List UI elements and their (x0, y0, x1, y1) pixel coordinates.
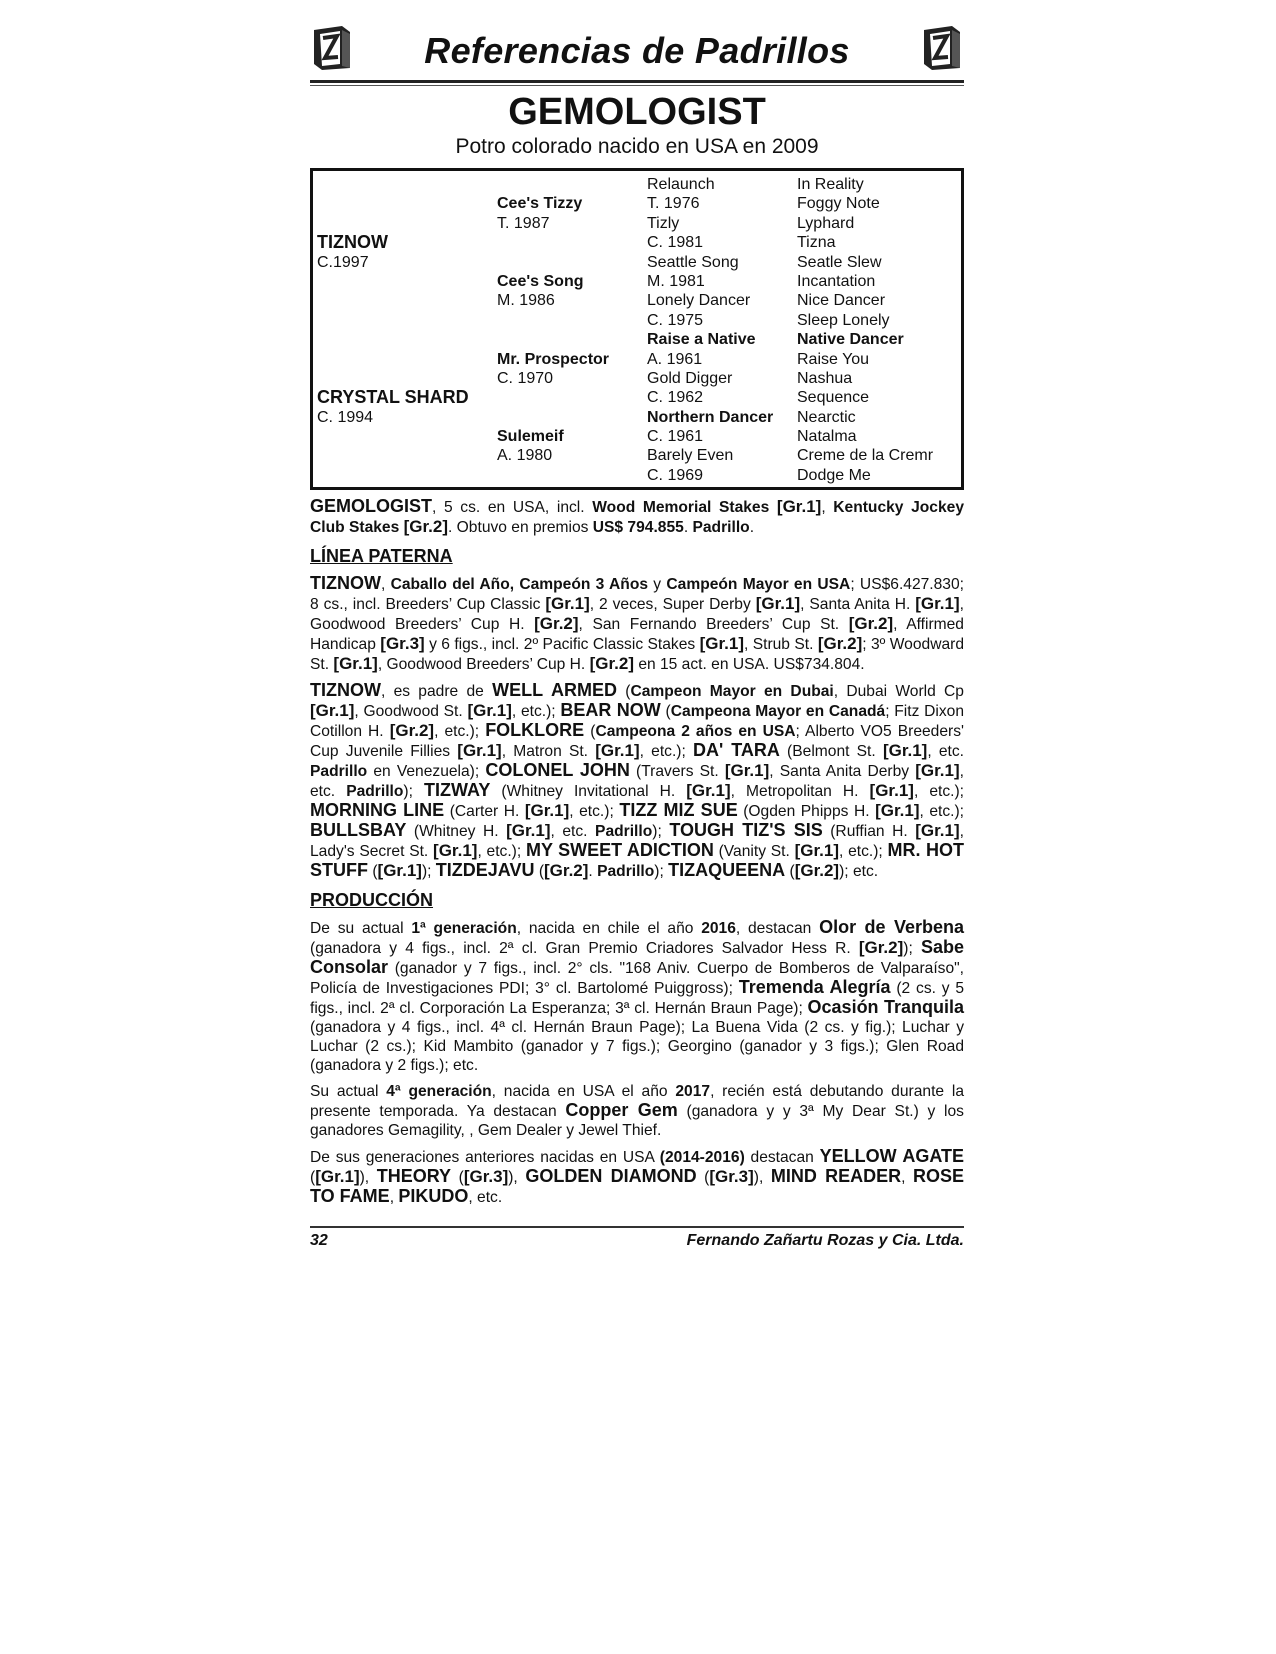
produccion-paragraph-3: De sus generaciones anteriores nacidas en USA (2014-2016) destacan YELLOW AGATE ([Gr.1]), THEORY ([Gr.3]), GOLDEN DIAMOND ([Gr.3]), MIND READER, ROSE TO FAME, PIKUDO, etc. (310, 1146, 965, 1207)
pedigree-cell: Sleep Lonely (797, 311, 890, 329)
publisher-logo-icon (920, 24, 964, 72)
pedigree-cell: Barely Even (647, 447, 734, 465)
pedigree-cell: Mr. Prospector (497, 350, 610, 368)
pedigree-cell: TIZNOW (317, 232, 388, 253)
pedigree-cell: Dodge Me (797, 466, 871, 484)
pedigree-cell: C. 1975 (647, 311, 704, 329)
pedigree-row (313, 330, 961, 349)
pedigree-cell (313, 350, 497, 369)
pedigree-row (313, 214, 961, 233)
paterna-paragraph-2: TIZNOW, es padre de WELL ARMED (Campeon Mayor en Dubai, Dubai World Cp [Gr.1], Goodwood St. [Gr.1], etc.); BEAR NOW (Campeona Mayor en Canadá; Fitz Dixon Cotillon H. [Gr.2], etc.); FOLKLORE (Campeona 2 años en USA; Alberto VO5 Breeders' Cup Juvenile Fillies [Gr.1], Matron St. [Gr.1], etc.); DA' TARA (Belmont St. [Gr.1], etc. Padrillo en Venezuela); COLONEL JOHN (Travers St. [Gr.1], Santa Anita Derby [Gr.1], etc. Padrillo); TIZWAY (Whitney Invitational H. [Gr.1], Metropolitan H. [Gr.1], etc.); MORNING LINE (Carter H. [Gr.1], etc.); TIZZ MIZ SUE (Ogden Phipps H. [Gr.1], etc.); BULLSBAY (Whitney H. [Gr.1], etc. Padrillo); TOUGH TIZ'S SIS (Ruffian H. [Gr.1], Lady's Secret St. [Gr.1], etc.); MY SWEET ADICTION (Vanity St. [Gr.1], etc.); MR. HOT STUFF ([Gr.1]); TIZDEJAVU ([Gr.2]. Padrillo); TIZAQUEENA ([Gr.2]); etc. (310, 680, 965, 881)
pedigree-cell: Cee's Song (497, 272, 584, 290)
pedigree-cell: M. 1981 (647, 272, 705, 290)
pedigree-row (313, 233, 961, 252)
page-header (310, 22, 964, 83)
section-heading-produccion: PRODUCCIÓN (310, 890, 434, 911)
pedigree-cell (497, 175, 647, 194)
pedigree-cell (497, 233, 647, 252)
pedigree-cell: A. 1980 (497, 447, 553, 465)
pedigree-cell: C. 1981 (647, 234, 704, 252)
pedigree-row (313, 291, 961, 310)
pedigree-row (313, 272, 961, 291)
pedigree-cell: Tizna (797, 234, 836, 252)
pedigree-row (313, 350, 961, 369)
page-number: 32 (310, 1232, 328, 1249)
pedigree-cell: Lyphard (797, 214, 855, 232)
pedigree-cell: C. 1962 (647, 389, 704, 407)
pedigree-row (313, 427, 961, 446)
pedigree-cell (313, 427, 497, 446)
pedigree-cell: CRYSTAL SHARD (317, 387, 469, 408)
pedigree-cell (313, 466, 497, 485)
pedigree-cell: C. 1970 (497, 369, 554, 387)
pedigree-cell (313, 446, 497, 465)
pedigree-cell: Raise You (797, 350, 870, 368)
produccion-paragraph-1: De su actual 1ª generación, nacida en chile el año 2016, destacan Olor de Verbena (ganadora y 4 figs., incl. 2ª cl. Gran Premio Criadores Salvador Hess R. [Gr.2]); Sabe Consolar (ganador y 7 figs., incl. 2° cls. "168 Aniv. Cuerpo de Bomberos de Valparaíso", Policía de Investigaciones PDI; 3° cl. Bartolomé Puiggross); Tremenda Alegría (2 cs. y 5 figs., incl. 2ª cl. Corporación La Esperanza; 3ª cl. Hernán Braun Page); Ocasión Tranquila (ganadora y 4 figs., incl. 4ª cl. Hernán Braun Page); La Buena Vida (2 cs. y fig.); Luchar y Luchar (2 cs.); Kid Mambito (ganador y 7 figs.); Georgino (ganador y 3 figs.); Glen Road (ganadora y 2 figs.); etc. (310, 917, 964, 1075)
header-title: Referencias de Padrillos (424, 30, 850, 71)
pedigree-table (310, 168, 964, 490)
pedigree-cell: Tizly (647, 214, 680, 232)
horse-name: GEMOLOGIST (508, 91, 766, 133)
publisher-name: Fernando Zañartu Rozas y Cia. Ltda. (686, 1232, 964, 1249)
pedigree-row (313, 388, 961, 407)
pedigree-cell (313, 291, 497, 310)
pedigree-cell: Gold Digger (647, 369, 733, 387)
pedigree-cell: In Reality (797, 176, 864, 193)
page-footer (310, 1226, 964, 1250)
pedigree-cell: T. 1987 (497, 214, 550, 232)
document-page (310, 22, 964, 1207)
pedigree-cell: Native Dancer (797, 331, 904, 349)
pedigree-cell (313, 311, 497, 330)
pedigree-cell: Nearctic (797, 408, 856, 426)
pedigree-cell: Creme de la Cremr (797, 447, 934, 465)
pedigree-cell: Seatle Slew (797, 253, 882, 271)
section-heading-linea-paterna: LÍNEA PATERNA (310, 546, 453, 567)
pedigree-cell: C. 1969 (647, 466, 704, 484)
paterna-paragraph-1: TIZNOW, Caballo del Año, Campeón 3 Años y Campeón Mayor en USA; US$6.427.830; 8 cs., incl. Breeders’ Cup Classic [Gr.1], 2 veces, Super Derby [Gr.1], Santa Anita H. [Gr.1], Goodwood Breeders’ Cup H. [Gr.2], San Fernando Breeders’ Cup St. [Gr.2], Affirmed Handicap [Gr.3] y 6 figs., incl. 2º Pacific Classic Stakes [Gr.1], Strub St. [Gr.2]; 3º Woodward St. [Gr.1], Goodwood Breeders’ Cup H. [Gr.2] en 15 act. en USA. US$734.804. (310, 573, 964, 674)
pedigree-cell: Sulemeif (497, 428, 564, 446)
pedigree-cell: Sequence (797, 389, 870, 407)
pedigree-cell (497, 388, 647, 407)
pedigree-row (313, 446, 961, 465)
pedigree-cell: Lonely Dancer (647, 292, 751, 310)
pedigree-cell: C. 1961 (647, 428, 704, 446)
pedigree-cell (313, 272, 497, 291)
pedigree-cell (313, 214, 497, 233)
pedigree-cell (313, 175, 497, 194)
pedigree-row (313, 408, 961, 427)
pedigree-cell: Northern Dancer (647, 408, 774, 426)
pedigree-cell (313, 194, 497, 213)
pedigree-cell: T. 1976 (647, 195, 700, 213)
pedigree-cell: Relaunch (647, 176, 715, 193)
pedigree-cell: C. 1994 (317, 408, 374, 426)
header-rule (310, 85, 964, 86)
pedigree-row (313, 253, 961, 272)
produccion-paragraph-2: Su actual 4ª generación, nacida en USA el año 2017, recién está debutando durante la presente temporada. Ya destacan Copper Gem (ganadora y y 3ª My Dear St.) y los ganadores Gemagility, , Gem Dealer y Jewel Thief. (310, 1083, 964, 1140)
pedigree-cell: C.1997 (317, 253, 369, 271)
pedigree-cell: M. 1986 (497, 292, 555, 310)
pedigree-cell: Seattle Song (647, 253, 739, 271)
pedigree-cell: A. 1961 (647, 350, 703, 368)
intro-paragraph: GEMOLOGIST, 5 cs. en USA, incl. Wood Memorial Stakes [Gr.1], Kentucky Jockey Club Stakes [Gr.2]. Obtuvo en premios US$ 794.855. Padrillo. (310, 496, 964, 537)
pedigree-row (313, 311, 961, 330)
pedigree-row (313, 175, 961, 194)
pedigree-row (313, 194, 961, 213)
pedigree-cell (497, 253, 647, 272)
pedigree-cell: Nice Dancer (797, 292, 886, 310)
pedigree-row (313, 466, 961, 485)
pedigree-cell (497, 466, 647, 485)
pedigree-cell (313, 330, 497, 349)
horse-subtitle: Potro colorado nacido en USA en 2009 (455, 135, 819, 158)
pedigree-cell (497, 408, 647, 427)
pedigree-cell: Nashua (797, 369, 853, 387)
pedigree-cell (497, 311, 647, 330)
pedigree-row (313, 369, 961, 388)
pedigree-cell (497, 330, 647, 349)
pedigree-cell: Natalma (797, 428, 857, 446)
pedigree-cell: Foggy Note (797, 195, 880, 213)
pedigree-cell: Raise a Native (647, 331, 756, 349)
pedigree-cell: Incantation (797, 272, 876, 290)
pedigree-cell (313, 369, 497, 388)
pedigree-cell: Cee's Tizzy (497, 195, 583, 213)
